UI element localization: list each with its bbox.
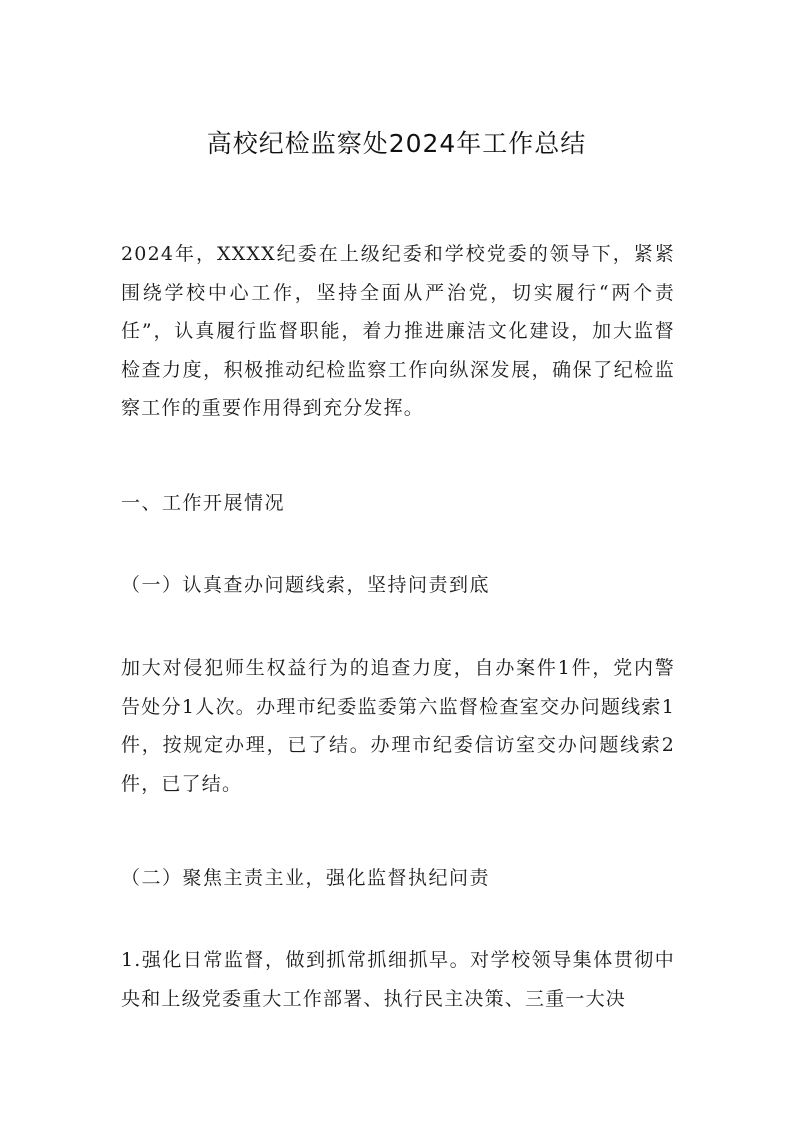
intro-paragraph: 2024年，XXXX纪委在上级纪委和学校党委的领导下，紧紧围绕学校中心工作，坚持全面从严治党，切实履行“两个责任”，认真履行监督职能，着力推进廉洁文化建设，加大监督检查力度，积极推动纪检监察工作向纵深发展，确保了纪检监察工作的重要作用得到充分发挥。 <box>121 243 675 419</box>
subsection-heading-supervision: （二）聚焦主责主业，强化监督执纪问责 <box>121 867 491 889</box>
case-handling-paragraph: 加大对侵犯师生权益行为的追查力度，自办案件1件，党内警告处分1人次。办理市纪委监委第六监督检查室交办问题线索1件，按规定办理，已了结。办理市纪委信访室交办问题线索2件，已了结。 <box>121 657 675 795</box>
subsection-heading-case-handling: （一）认真查办问题线索，坚持问责到底 <box>121 574 491 596</box>
document-title: 高校纪检监察处2024年工作总结 <box>206 129 587 158</box>
section-heading-work-status: 一、工作开展情况 <box>121 492 286 514</box>
supervision-paragraph: 1.强化日常监督，做到抓常抓细抓早。对学校领导集体贯彻中央和上级党委重大工作部署、执行民主决策、三重一大决 <box>121 949 675 1010</box>
